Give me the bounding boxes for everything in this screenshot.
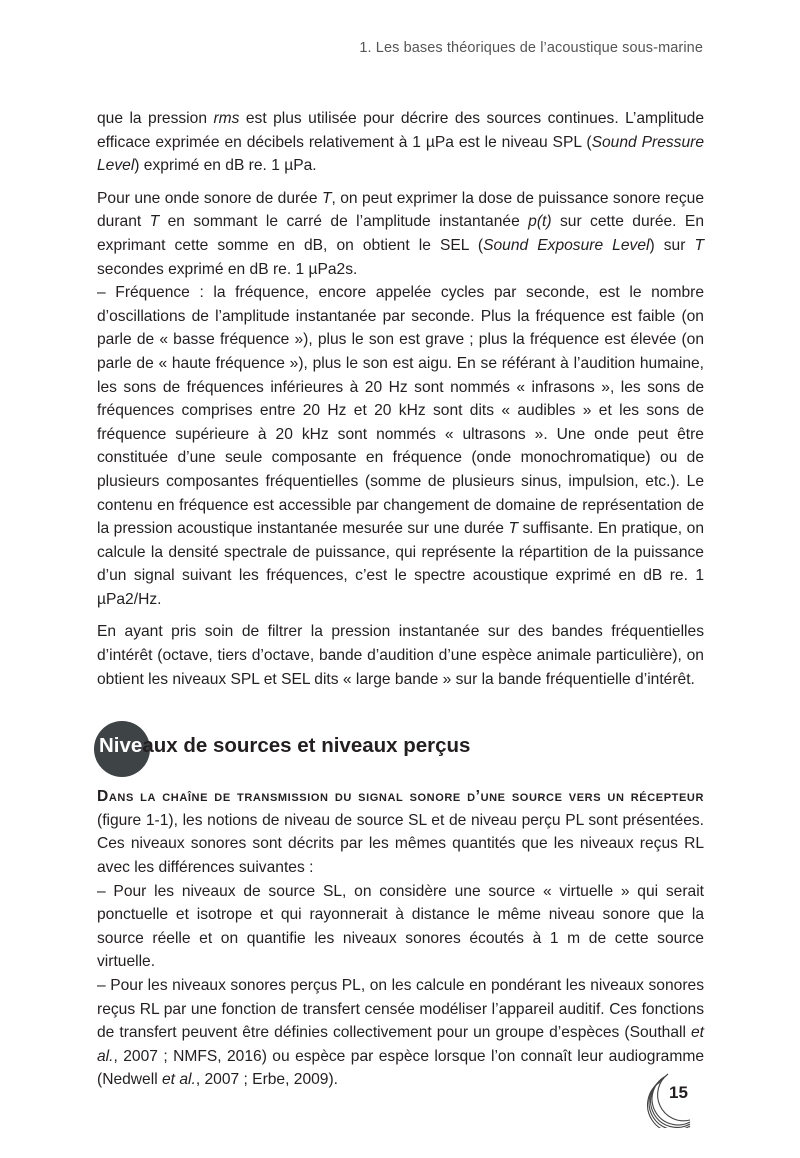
- italic-run: T: [508, 520, 519, 538]
- text-run: secondes exprimé en dB re. 1 µPa2s.: [97, 260, 358, 278]
- paragraph-chaine: [97, 785, 704, 879]
- section-title: [99, 734, 470, 758]
- text-run: Pour une onde sonore de durée: [97, 189, 322, 207]
- italic-run: Sound Pressure Level: [97, 133, 704, 175]
- paragraph-pl: [97, 974, 704, 1092]
- section-heading: [97, 721, 704, 777]
- paragraph-sl: – Pour les niveaux de source SL, on considère une source « virtuelle » qui serait ponctuelle et isotrope et qui rayonnerait à distance le même niveau sonore que la source réelle et on quantifie les niveaux sonores écoutés à 1 m de cette source virtuelle.: [97, 882, 704, 971]
- page-number: 15: [669, 1083, 688, 1102]
- text-run: en sommant le carré de l’amplitude instantanée: [159, 213, 529, 231]
- italic-run: T: [321, 189, 332, 207]
- page-number-badge: [652, 1072, 712, 1132]
- text-run: ) exprimé en dB re. 1 µPa.: [134, 157, 317, 175]
- italic-run: et al.: [97, 1024, 704, 1065]
- paragraph-frequence: [97, 281, 704, 611]
- italic-run: p(t): [528, 213, 552, 231]
- paragraph-large-bande: En ayant pris soin de filtrer la pression instantanée sur des bandes fréquentielles d’intérêt (octave, tiers d’octave, bande d’audition d’une espèce animale particulière), on obtient les niveaux SPL et SEL dits « large bande » sur la bande fréquentielle d’intérêt.: [97, 623, 704, 688]
- italic-run: T: [694, 236, 704, 254]
- italic-run: et al.: [162, 1071, 196, 1089]
- italic-run: T: [149, 213, 160, 231]
- text-run: ) sur: [649, 236, 695, 254]
- text-run: , on peut exprimer la dose de puissance sonore reçue durant: [97, 189, 704, 231]
- text-run: – Fréquence : la fréquence, encore appelée cycles par seconde, est le nombre d’oscillations de l’amplitude instantanée par seconde. Plus la fréquence est faible (on parle de « basse fréquence »), plus le son est grave ; plus la fréquence est élevée (on parle de « haute fréquence »), plus le son est aigu. En se référant à l’audition humaine, les sons de fréquences inférieures à 20 Hz sont nommés « infrasons », les sons de fréquences comprises entre 20 Hz et 20 kHz sont dits « audibles » et les sons de fréquence supérieure à 20 kHz sont nommés « ultrasons ». Une onde peut être constituée d’une seule composante en fréquence (onde monochromatique) ou de plusieurs composantes fréquentielles (somme de plusieurs sinus, impulsion, etc.). Le contenu en fréquence est accessible par changement de domaine de représentation de la pression acoustique instantanée mesurée sur une durée: [97, 284, 704, 538]
- italic-run: rms: [213, 110, 240, 127]
- paragraph-rms: [97, 107, 704, 178]
- text-run: sur cette durée. En exprimant cette somme en dB, on obtient le SEL (: [97, 213, 704, 254]
- text-run: , 2007 ; NMFS, 2016) ou espèce par espèce lorsque l’on connaît leur audiogramme (Nedwell: [97, 1047, 704, 1089]
- title-part: aux de sources et niveaux perçus: [142, 734, 471, 758]
- small-caps-lead: Dans la chaîne de transmission du signal sonore d’une source vers un récepteur: [97, 788, 704, 806]
- text-run: que la pression: [97, 110, 214, 127]
- text-run: suffisante. En pratique, on calcule la densité spectrale de puissance, qui représente la répartition de la puissance d’un signal suivant les fréquences, c’est le spectre acoustique exprimé en dB re. 1 µPa2/Hz.: [97, 520, 704, 608]
- paragraph-sel: [97, 187, 704, 281]
- italic-run: Sound Exposure Level: [483, 236, 650, 254]
- text-run: (figure 1-1), les notions de niveau de source SL et de niveau perçu PL sont présentées. Ces niveaux sonores sont décrits par les mêmes quantités que les niveaux reçus RL avec les différences suivantes :: [97, 811, 704, 877]
- title-part: Nive: [99, 734, 143, 758]
- text-run: , 2007 ; Erbe, 2009).: [195, 1071, 338, 1089]
- page-body: [97, 107, 704, 1092]
- text-run: est plus utilisée pour décrire des sources continues. L’amplitude efficace exprimée en décibels relativement à 1 µPa est le niveau SPL (: [97, 110, 704, 151]
- running-header: 1. Les bases théoriques de l’acoustique sous-marine: [359, 40, 703, 56]
- text-run: – Pour les niveaux sonores perçus PL, on les calcule en pondérant les niveaux sonores reçus RL par une fonction de transfert censée modéliser l’appareil auditif. Ces fonctions de transfert peuvent être définies collectivement pour un groupe d’espèces (Southall: [97, 977, 704, 1042]
